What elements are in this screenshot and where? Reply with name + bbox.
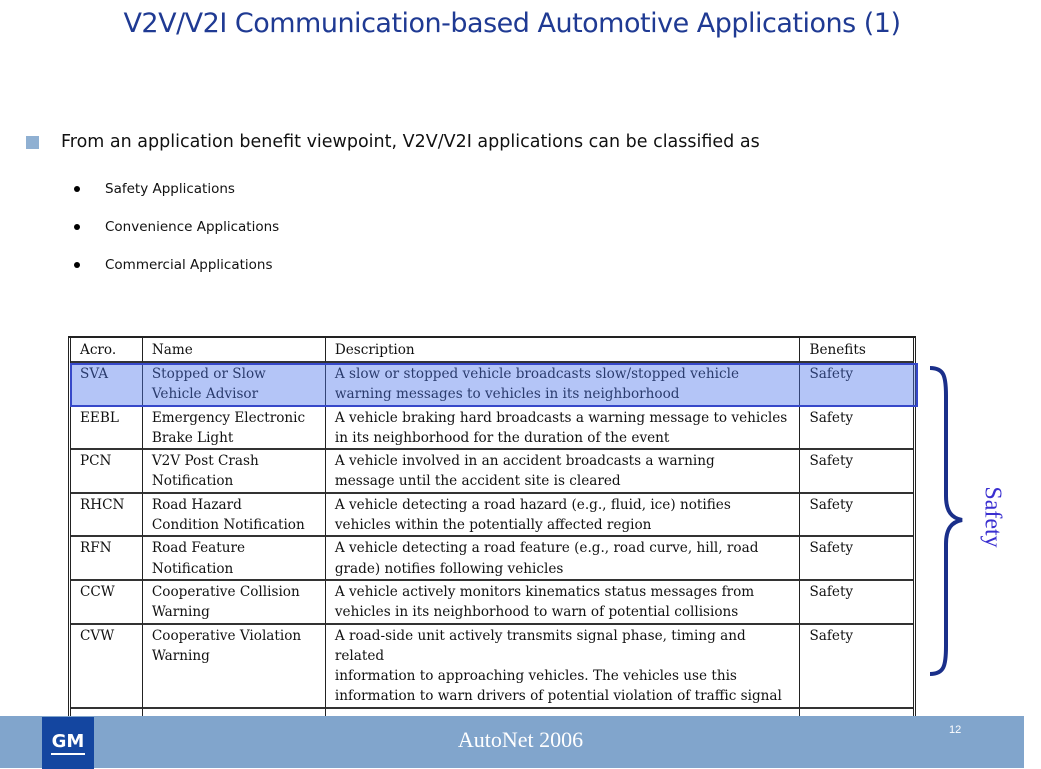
main-bullet (26, 132, 760, 152)
cell-line: A vehicle involved in an accident broadcasts a warning (334, 453, 715, 470)
table-header-row (71, 338, 913, 363)
cell-line: vehicles within the potentially affected region (334, 517, 652, 534)
main-bullet-text: From an application benefit viewpoint, V2V/V2I applications can be classified as (61, 132, 760, 152)
cell-line: Brake Light (151, 429, 234, 446)
cell-name (143, 494, 326, 538)
cell-name (143, 407, 326, 451)
cell-description (326, 494, 801, 538)
cell-line: A vehicle actively monitors kinematics status messages from (334, 583, 755, 600)
safety-brace-label: Safety (979, 486, 1006, 548)
cell-line: A slow or stopped vehicle broadcasts slow/stopped vehicle (334, 366, 740, 382)
cell-benefit: Safety (800, 363, 913, 407)
sub-bullet-safety (74, 181, 235, 197)
footer-title: AutoNet 2006 (457, 727, 584, 752)
cell-benefit: Safety (800, 625, 913, 709)
cell-acro: CCW (71, 581, 143, 625)
cell-line: warning messages to vehicles in its neighborhood (334, 386, 680, 403)
header-benefits: Benefits (800, 338, 913, 363)
cell-line: Road Hazard (151, 496, 242, 513)
cell-name (143, 581, 326, 625)
cell-acro: PCN (71, 450, 143, 494)
header-description: Description (326, 338, 801, 363)
sub-bullet-commercial (74, 257, 273, 273)
header-acro: Acro. (71, 338, 143, 363)
cell-line: A vehicle detecting a road hazard (e.g., fluid, ice) notifies (334, 496, 731, 513)
sub-bullet-text: Convenience Applications (105, 219, 280, 235)
cell-line: Warning (151, 604, 210, 621)
bullet-dot-icon (74, 186, 80, 192)
cell-line: A vehicle detecting a road feature (e.g., road curve, hill, road (334, 540, 759, 557)
bullet-dot-icon (74, 262, 80, 268)
cell-name (143, 450, 326, 494)
slide-title: V2V/V2I Communication-based Automotive Applications (1) (123, 8, 901, 39)
table-row (71, 537, 913, 581)
table-row (71, 407, 913, 451)
cell-line: Notification (151, 560, 234, 577)
cell-line: in its neighborhood for the duration of the event (334, 429, 670, 446)
cell-line: Cooperative Collision (151, 583, 300, 600)
cell-line: Condition Notification (151, 517, 305, 534)
sub-bullet-text: Commercial Applications (105, 257, 273, 273)
cell-line: Notification (151, 473, 234, 490)
cell-acro: CVW (71, 625, 143, 709)
cell-benefit: Safety (800, 494, 913, 538)
gm-logo-text: GM (51, 731, 86, 755)
cell-benefit: Safety (800, 581, 913, 625)
row-highlight-box (70, 363, 918, 407)
cell-acro: RFN (71, 537, 143, 581)
cell-line: A road-side unit actively transmits signal phase, timing and related (334, 627, 746, 664)
cell-acro: EEBL (71, 407, 143, 451)
cell-line: information to approaching vehicles. The vehicles use this (334, 668, 737, 685)
cell-line: A vehicle braking hard broadcasts a warning message to vehicles (334, 409, 788, 426)
cell-acro: RHCN (71, 494, 143, 538)
cell-line: message until the accident site is cleared (334, 473, 621, 490)
cell-description (326, 450, 801, 494)
table-row (71, 494, 913, 538)
cell-benefit: Safety (800, 407, 913, 451)
cell-line: V2V Post Crash (151, 453, 259, 470)
cell-name (143, 625, 326, 709)
bullet-dot-icon (74, 224, 80, 230)
page-number: 12 (949, 724, 962, 736)
cell-line: Stopped or Slow (151, 366, 266, 382)
cell-line: vehicles in its neighborhood to warn of potential collisions (334, 604, 739, 621)
table-row (71, 625, 913, 709)
cell-description (326, 407, 801, 451)
cell-benefit: Safety (800, 537, 913, 581)
table-row (71, 581, 913, 625)
table-row (71, 450, 913, 494)
cell-line: Emergency Electronic (151, 409, 306, 426)
cell-line: Warning (151, 647, 210, 664)
cell-name (143, 537, 326, 581)
sub-bullet-convenience (74, 219, 279, 235)
sub-bullet-text: Safety Applications (105, 181, 235, 197)
cell-acro: SVA (71, 363, 143, 407)
cell-line: Vehicle Advisor (151, 386, 259, 403)
cell-line: Road Feature (151, 540, 246, 557)
cell-description (326, 581, 801, 625)
cell-line: information to warn drivers of potential violation of traffic signal (334, 688, 782, 705)
cell-line: Cooperative Violation (151, 627, 302, 644)
cell-description (326, 537, 801, 581)
cell-description (326, 625, 801, 709)
cell-benefit: Safety (800, 450, 913, 494)
curly-brace-icon (926, 366, 966, 678)
header-name: Name (143, 338, 326, 363)
cell-line: grade) notifies following vehicles (334, 560, 564, 577)
square-bullet-icon (26, 136, 39, 149)
